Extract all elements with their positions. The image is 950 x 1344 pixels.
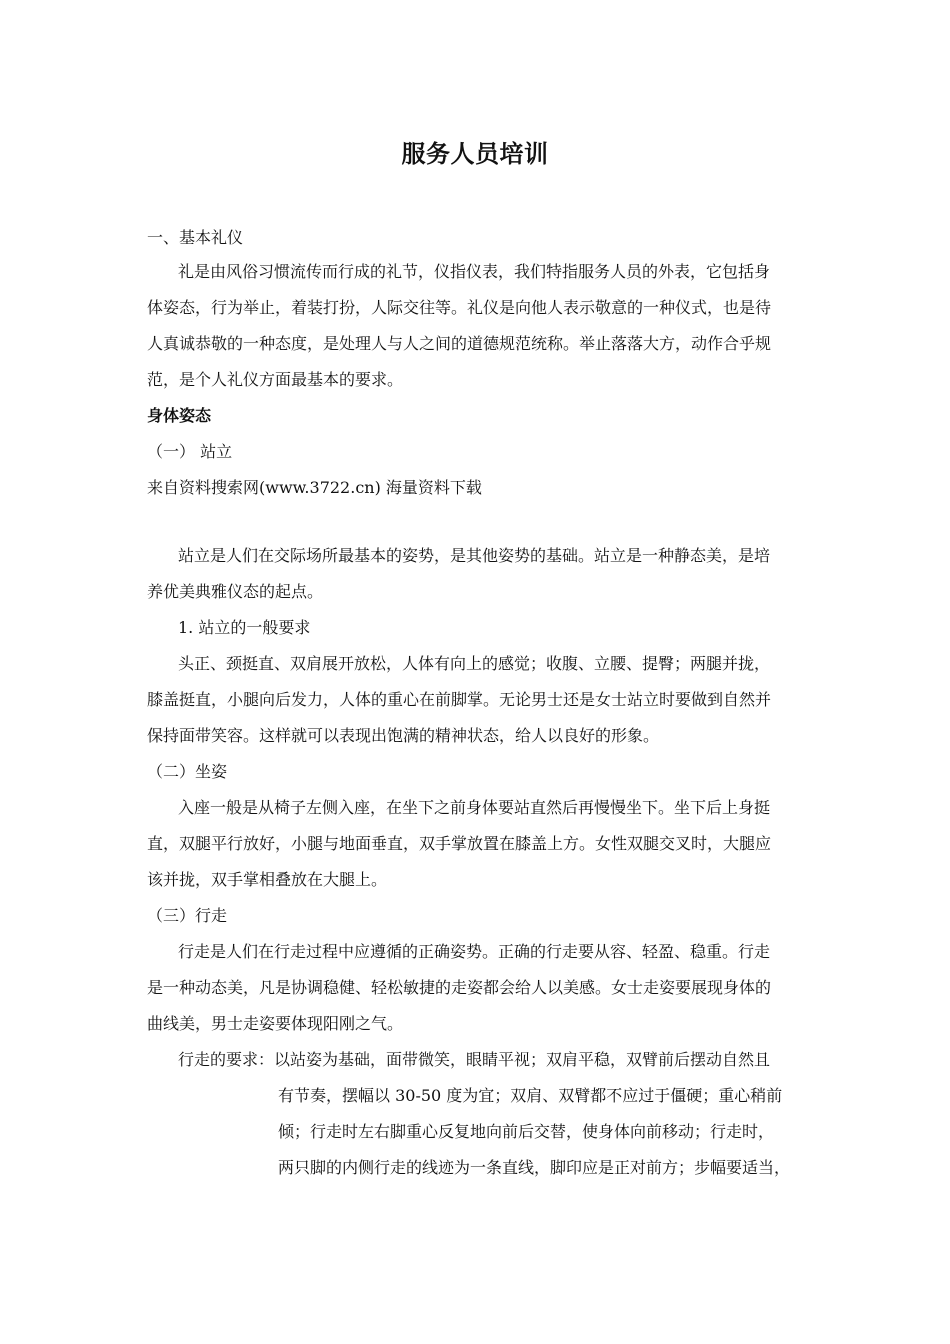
section-heading-basic-etiquette: 一、基本礼仪 xyxy=(147,228,244,247)
paragraph-line: 范，是个人礼仪方面最基本的要求。 xyxy=(147,370,404,389)
paragraph-line: 行走是人们在行走过程中应遵循的正确姿势。正确的行走要从容、轻盈、稳重。行走 xyxy=(178,942,771,961)
paragraph-line: 礼是由风俗习惯流传而行成的礼节，仪指仪表，我们特指服务人员的外表，它包括身 xyxy=(178,262,771,281)
paragraph-line: 体姿态，行为举止，着装打扮，人际交往等。礼仪是向他人表示敬意的一种仪式，也是待 xyxy=(147,298,772,317)
numbered-heading-standing-requirements: 1. 站立的一般要求 xyxy=(178,618,311,637)
subsection-heading-standing: （一） 站立 xyxy=(147,442,233,461)
subheading-body-posture: 身体姿态 xyxy=(147,406,212,425)
paragraph-line: 养优美典雅仪态的起点。 xyxy=(147,582,324,601)
paragraph-line: 是一种动态美，凡是协调稳健、轻松敏捷的走姿都会给人以美感。女士走姿要展现身体的 xyxy=(147,978,772,997)
paragraph-line: 行走的要求：以站姿为基础，面带微笑，眼睛平视；双肩平稳，双臂前后摆动自然且 xyxy=(178,1050,771,1069)
paragraph-line: 两只脚的内侧行走的线迹为一条直线，脚印应是正对前方；步幅要适当， xyxy=(278,1158,791,1177)
subsection-heading-walking: （三）行走 xyxy=(147,906,228,925)
document-title: 服务人员培训 xyxy=(401,139,549,168)
paragraph-line: 有节奏，摆幅以 30-50 度为宜；双肩、双臂都不应过于僵硬；重心稍前 xyxy=(278,1086,783,1105)
paragraph-line: 头正、颈挺直、双肩展开放松，人体有向上的感觉；收腹、立腰、提臀；两腿并拢， xyxy=(178,654,771,673)
paragraph-line: 人真诚恭敬的一种态度，是处理人与人之间的道德规范统称。举止落落大方，动作合乎规 xyxy=(147,334,772,353)
subsection-heading-sitting: （二）坐姿 xyxy=(147,762,228,781)
paragraph-line: 曲线美，男士走姿要体现阳刚之气。 xyxy=(147,1014,404,1033)
paragraph-line: 保持面带笑容。这样就可以表现出饱满的精神状态，给人以良好的形象。 xyxy=(147,726,660,745)
paragraph-line: 膝盖挺直，小腿向后发力，人体的重心在前脚掌。无论男士还是女士站立时要做到自然并 xyxy=(147,690,772,709)
paragraph-line: 入座一般是从椅子左侧入座，在坐下之前身体要站直然后再慢慢坐下。坐下后上身挺 xyxy=(178,798,771,817)
paragraph-line: 该并拢，双手掌相叠放在大腿上。 xyxy=(147,870,388,889)
paragraph-line: 倾；行走时左右脚重心反复地向前后交替，使身体向前移动；行走时， xyxy=(278,1122,775,1141)
paragraph-line: 站立是人们在交际场所最基本的姿势，是其他姿势的基础。站立是一种静态美，是培 xyxy=(178,546,771,565)
source-note: 来自资料搜索网(www.3722.cn) 海量资料下载 xyxy=(147,478,482,497)
paragraph-line: 直，双腿平行放好，小腿与地面垂直，双手掌放置在膝盖上方。女性双腿交叉时，大腿应 xyxy=(147,834,772,853)
